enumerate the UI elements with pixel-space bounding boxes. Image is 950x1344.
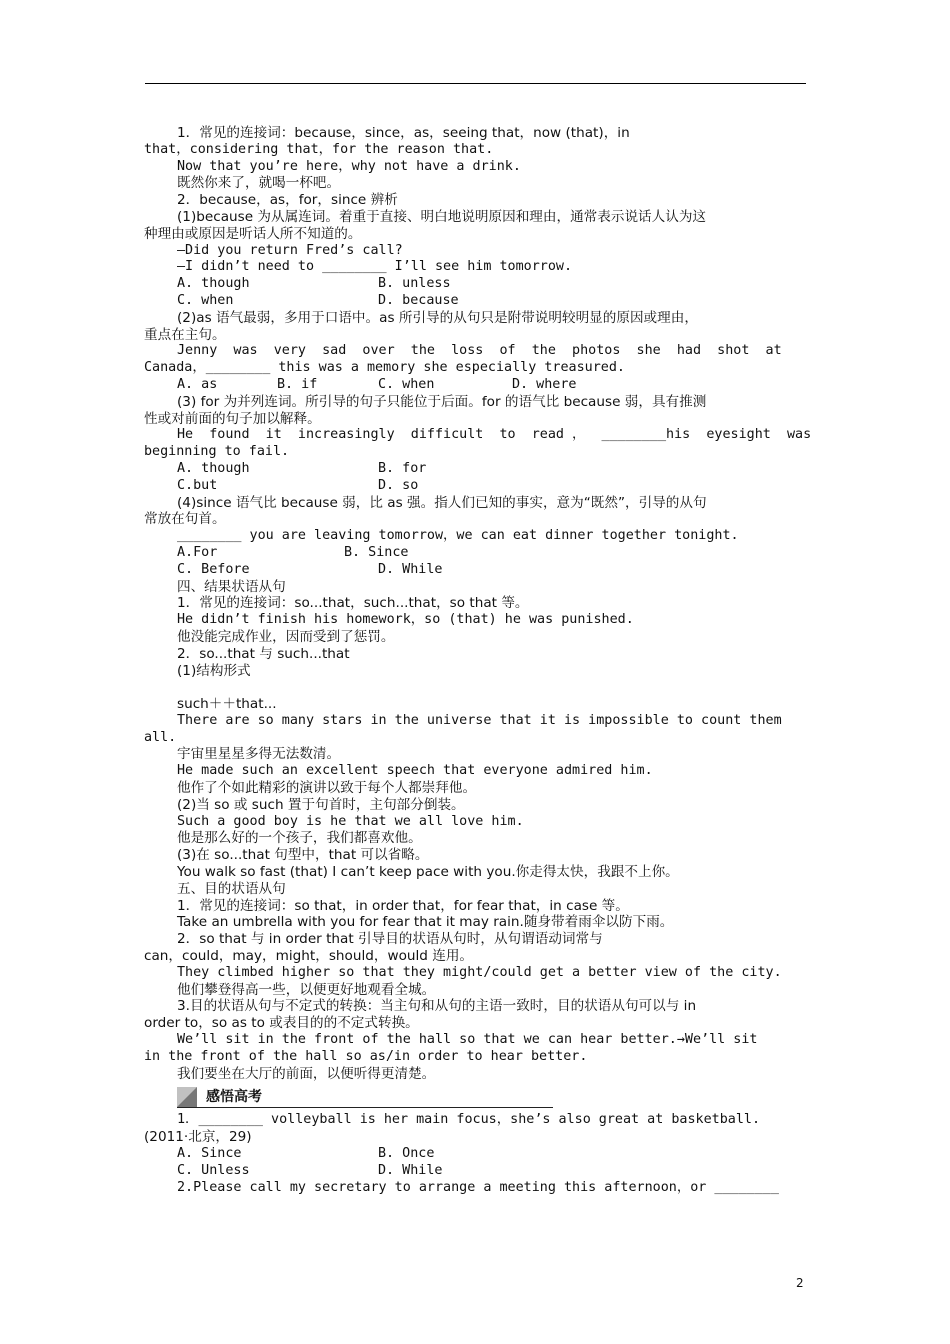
option-c: C. when: [378, 376, 435, 392]
options-row: [144, 276, 808, 293]
text-line: 2．so...that 与 such...that: [177, 645, 350, 662]
text-line: (3)在 so...that 句型中，that 可以省略。: [177, 847, 429, 864]
text-line: 2．so that 与 in order that 引导目的状语从句时，从句谓语动词常与: [177, 931, 603, 948]
option-c: C. Unless: [177, 1162, 250, 1178]
text-line: order to，so as to 或表目的的不定式转换。: [144, 1015, 419, 1032]
page-body: [144, 125, 812, 1196]
text-line: Take an umbrella with you for fear that it may rain.随身带着雨伞以防下雨。: [177, 914, 674, 931]
text-line: 种理由或原因是听话人所不知道的。: [144, 225, 362, 242]
option-b: B. Once: [378, 1146, 435, 1162]
text-line: 他没能完成作业，因而受到了惩罚。: [177, 628, 395, 645]
section-banner: [144, 1084, 808, 1108]
text-line: ________ you are leaving tomorrow，we can eat dinner together tonight.: [177, 528, 739, 544]
section-title: 感悟高考: [206, 1089, 262, 1106]
text-line: all.: [144, 729, 177, 745]
text-line: (2)当 so 或 such 置于句首时，主句部分倒装。: [177, 796, 465, 813]
text-line: (1)结构形式: [177, 662, 251, 679]
text-line: 2．because，as，for，since 辨析: [177, 192, 398, 209]
text-line: They climbed higher so that they might/could get a better view of the city.: [177, 964, 782, 980]
text-line: such＋＋that...: [177, 696, 277, 713]
option-a: A.For: [177, 544, 218, 560]
text-line: 他们攀登得高一些，以便更好地观看全城。: [177, 981, 436, 998]
options-row: [144, 1146, 808, 1163]
text-line: beginning to fail.: [144, 444, 290, 460]
text-line: We’ll sit in the front of the hall so that we can hear better.→We’ll sit: [177, 1032, 758, 1048]
text-line: 既然你来了，就喝一杯吧。: [177, 175, 341, 192]
option-d: D. so: [378, 477, 419, 493]
option-d: D. because: [378, 292, 459, 308]
option-c: C.but: [177, 477, 218, 493]
options-row: [144, 1163, 808, 1180]
option-b: B. if: [277, 376, 318, 392]
text-line: There are so many stars in the universe that it is impossible to count them: [177, 712, 782, 728]
section-marker-icon: [177, 1087, 197, 1107]
text-line: 重点在主句。: [144, 326, 226, 343]
option-b: B. unless: [378, 276, 451, 292]
text-line: He found it increasingly difficult to read ， ________his eyesight was: [177, 427, 812, 443]
text-line: 1．常见的连接词：so...that，such...that，so that 等。: [177, 595, 529, 612]
text-line: 宇宙里星星多得无法数清。: [177, 746, 341, 763]
text-line: can，could，may，might，should，would 连用。: [144, 948, 474, 965]
text-line: He didn’t finish his homework，so (that) he was punished.: [177, 612, 634, 628]
text-line: Jenny was very sad over the loss of the photos she had shot at: [177, 343, 782, 359]
option-d: D. While: [378, 1162, 443, 1178]
option-a: A. Since: [177, 1146, 242, 1162]
option-a: A. though: [177, 276, 250, 292]
section-heading: 四、结果状语从句: [177, 578, 286, 595]
blank-line: [144, 679, 808, 696]
text-line: 2.Please call my secretary to arrange a meeting this afternoon，or ________: [177, 1179, 779, 1195]
text-line: (1)because 为从属连词。着重于直接、明白地说明原因和理由，通常表示说话人认为这: [177, 208, 707, 225]
options-row: [144, 293, 808, 310]
text-line: 他是那么好的一个孩子，我们都喜欢他。: [177, 830, 422, 847]
text-line: 1．常见的连接词：so that，in order that，for fear that，in case 等。: [177, 897, 629, 914]
header-rule: [145, 83, 806, 84]
text-line: 常放在句首。: [144, 511, 226, 528]
text-line: Now that you’re here，why not have a drink.: [177, 158, 521, 174]
text-line: He made such an excellent speech that everyone admired him.: [177, 763, 653, 779]
page-number: 2: [796, 1276, 804, 1290]
options-row: [144, 377, 808, 394]
option-b: B. Since: [344, 544, 409, 560]
text-line: Canada，________ this was a memory she especially treasured.: [144, 360, 625, 376]
option-c: C. Before: [177, 561, 250, 577]
text-line: 3.目的状语从句与不定式的转换：当主句和从句的主语一致时，目的状语从句可以与 in: [177, 998, 697, 1015]
text-line: 我们要坐在大厅的前面，以便听得更清楚。: [177, 1065, 436, 1082]
text-line: (3) for 为并列连词。所引导的句子只能位于后面。for 的语气比 because 弱，具有推测: [177, 393, 707, 410]
options-row: [144, 461, 808, 478]
option-c: C. when: [177, 292, 234, 308]
text-line: Such a good boy is he that we all love him.: [177, 813, 524, 829]
text-line: (2011·北京，29): [144, 1129, 252, 1146]
text-line: 性或对前面的句子加以解释。: [144, 410, 321, 427]
options-row: [144, 562, 808, 579]
text-line: in the front of the hall so as/in order to hear better.: [144, 1048, 588, 1064]
section-heading: 五、目的状语从句: [177, 880, 286, 897]
option-d: D. While: [378, 561, 443, 577]
text-line: (4)since 语气比 because 弱，比 as 强。指人们已知的事实，意为“既然”，引导的从句: [177, 494, 707, 511]
option-a: A. though: [177, 460, 250, 476]
text-line: (2)as 语气最弱，多用于口语中。as 所引导的从句只是附带说明较明显的原因或理由，: [177, 309, 698, 326]
section-underline: [177, 1107, 553, 1108]
text-line: —Did you return Fred’s call?: [177, 242, 403, 258]
option-d: D. where: [512, 376, 577, 392]
option-a: A. as: [177, 376, 218, 392]
options-row: [144, 478, 808, 495]
text-line: 1．________ volleyball is her main focus，she’s also great at basketball.: [177, 1112, 761, 1128]
option-b: B. for: [378, 460, 427, 476]
text-line: You walk so fast (that) I can’t keep pace with you.你走得太快，我跟不上你。: [177, 864, 679, 881]
text-line: that，considering that，for the reason that.: [144, 141, 494, 157]
text-line: —I didn’t need to ________ I’ll see him tomorrow.: [177, 259, 573, 275]
text-line: 1．常见的连接词：because，since，as，seeing that，now (that)，in: [177, 125, 630, 141]
options-row: [144, 545, 808, 562]
text-line: 他作了个如此精彩的演讲以致于每个人都崇拜他。: [177, 780, 477, 797]
